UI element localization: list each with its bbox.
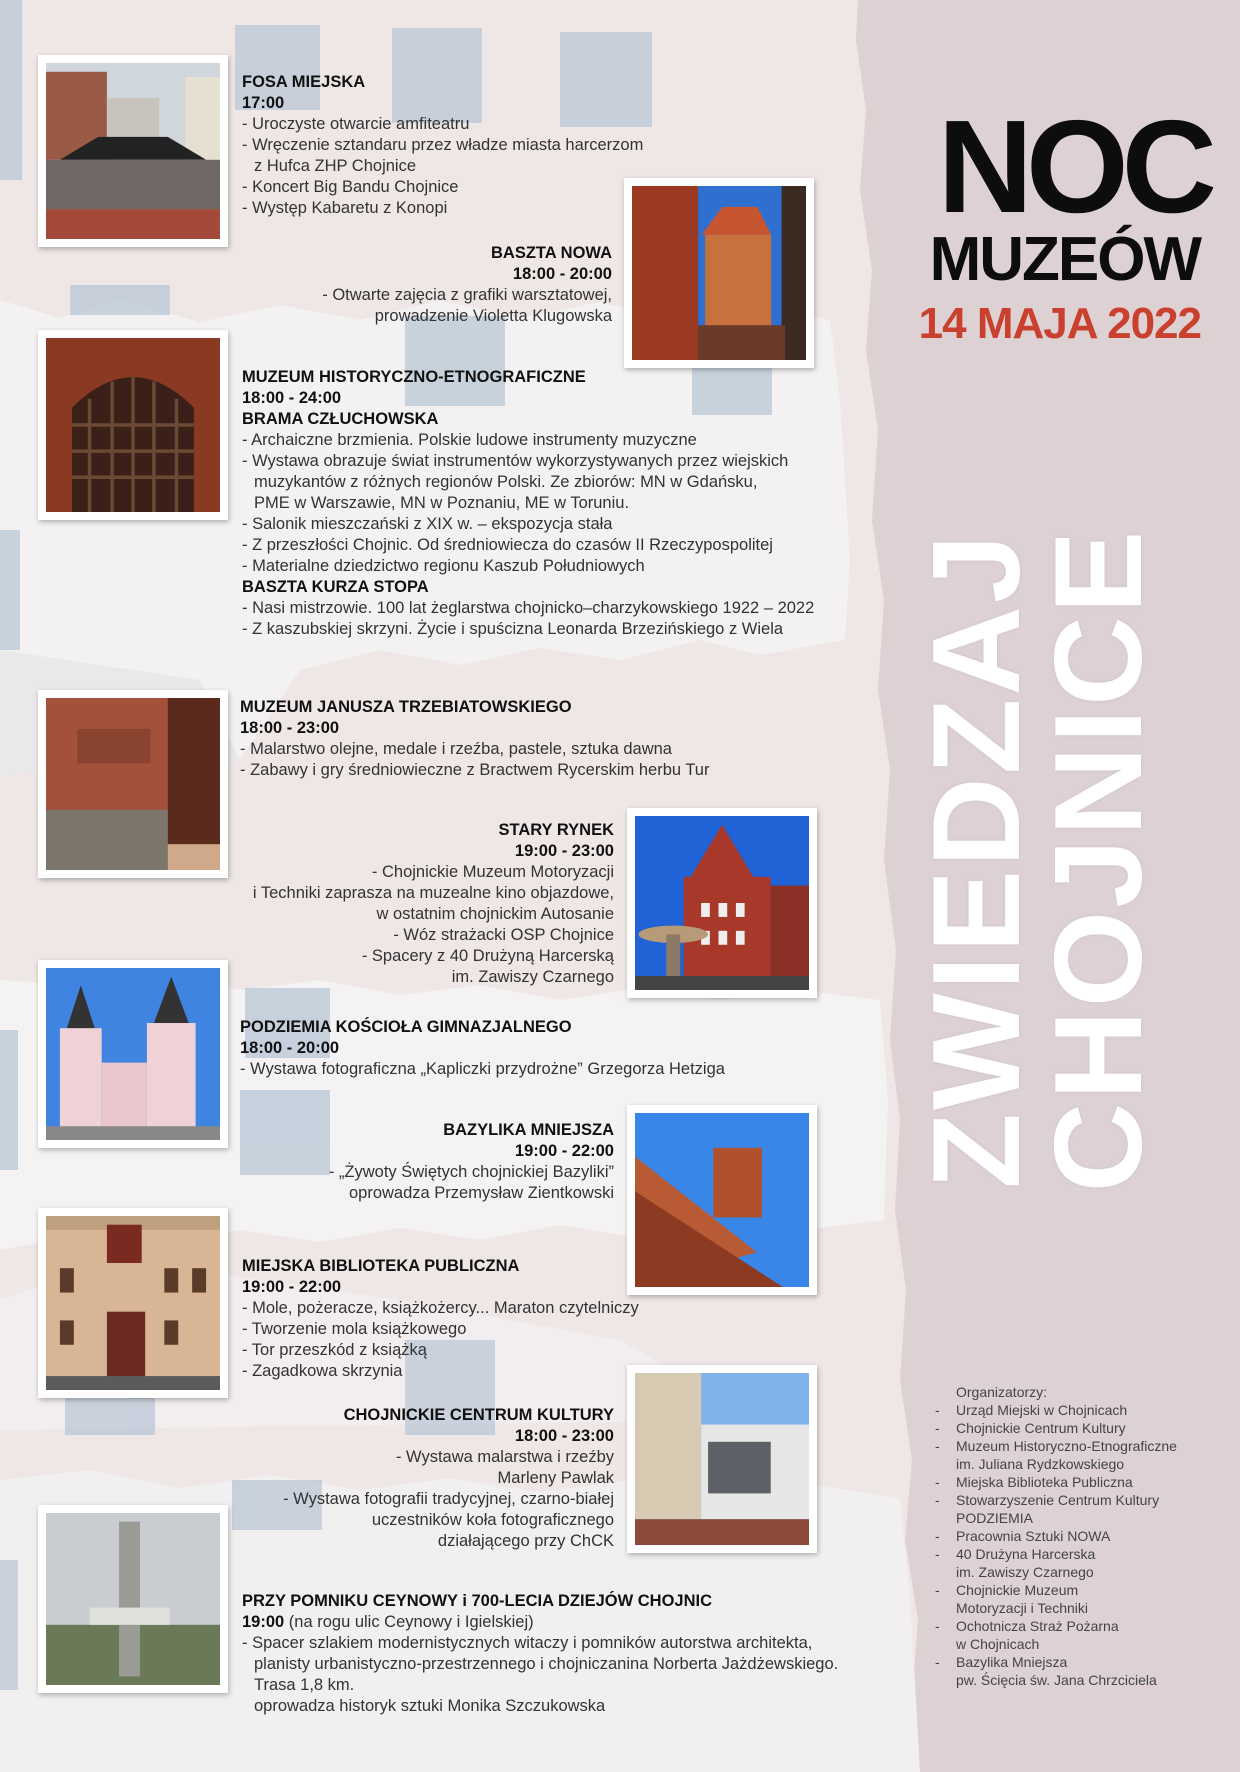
event-time: 19:00 - 22:00 (242, 1278, 342, 1296)
event-stary-rynek: STARY RYNEK 19:00 - 23:00 - Chojnickie Muzeum Motoryzacji i Techniki zaprasza na muzealne kino objazdowe, w ostatnim chojnickim Autosanie - Wóz strażacki OSP Chojnice - Spacery z 40 Drużyną Harcerską im. Zawiszy Czarnego (230, 820, 614, 988)
event-title: PODZIEMIA KOŚCIOŁA GIMNAZJALNEGO (240, 1018, 572, 1036)
slogan-line-2: CHOJNICE (1030, 527, 1168, 1193)
photo-centrum-kultury (627, 1365, 817, 1553)
event-time: 18:00 - 23:00 (514, 1427, 614, 1445)
event-bazylika-mniejsza: BAZYLIKA MNIEJSZA 19:00 - 22:00 - „Żywoty Świętych chojnickiej Bazyliki” oprowadza Przemysław Zientkowski (280, 1120, 614, 1204)
slogan-line-1: ZWIEDZAJ (908, 531, 1046, 1189)
event-muzeum-trzebiatowskiego: MUZEUM JANUSZA TRZEBIATOWSKIEGO 18:00 - 23:00 - Malarstwo olejne, medale i rzeźba, pastele, sztuka dawna - Zabawy i gry średniowieczne z Bractwem Rycerskim herbu Tur (240, 697, 800, 781)
title-noc: NOC (937, 93, 1210, 240)
event-podziemia: PODZIEMIA KOŚCIOŁA GIMNAZJALNEGO 18:00 - 20:00 - Wystawa fotograficzna „Kapliczki przydrożne” Grzegorza Hetziga (240, 1017, 800, 1080)
photo-pomnik-ceynowy (38, 1505, 228, 1693)
event-time: 19:00 - 23:00 (514, 842, 614, 860)
organizer-item: - Pracownia Sztuki NOWA (935, 1527, 1235, 1545)
event-title: MUZEUM JANUSZA TRZEBIATOWSKIEGO (240, 698, 572, 716)
organizer-item: - Muzeum Historyczno-Etnograficzne im. Juliana Rydzkowskiego (935, 1437, 1235, 1473)
photo-stary-rynek (627, 808, 817, 998)
event-title: BASZTA NOWA (491, 244, 612, 262)
event-date: 14 MAJA 2022 (918, 299, 1201, 348)
event-time: 17:00 (242, 94, 285, 112)
organizer-item: - Urząd Miejski w Chojnicach (935, 1401, 1235, 1419)
event-title: MIEJSKA BIBLIOTEKA PUBLICZNA (242, 1257, 520, 1275)
organizer-item: - Chojnickie Centrum Kultury (935, 1419, 1235, 1437)
event-biblioteka: MIEJSKA BIBLIOTEKA PUBLICZNA 19:00 - 22:00 - Mole, pożeracze, książkożercy... Maraton czytelniczy - Tworzenie mola książkowego - Tor przeszkód z książką - Zagadkowa skrzynia (242, 1256, 682, 1382)
organizer-item: - Stowarzyszenie Centrum Kultury PODZIEMIA (935, 1491, 1235, 1527)
event-title: MUZEUM HISTORYCZNO-ETNOGRAFICZNE (242, 368, 586, 386)
event-title: PRZY POMNIKU CEYNOWY i 700-LECIA DZIEJÓW CHOJNIC (242, 1592, 713, 1610)
organizers-heading: Organizatorzy: (956, 1384, 1048, 1400)
event-time-note: (na rogu ulic Ceynowy i Igielskiej) (284, 1613, 534, 1631)
organizer-item: - Ochotnicza Straż Pożarna w Chojnicach (935, 1617, 1235, 1653)
event-subtitle: BRAMA CZŁUCHOWSKA (242, 410, 439, 428)
photo-muzeum-trzebiatowskiego (38, 690, 228, 878)
organizer-item: - Bazylika Mniejsza pw. Ścięcia św. Jana Chrzciciela (935, 1653, 1235, 1689)
event-centrum-kultury: CHOJNICKIE CENTRUM KULTURY 18:00 - 23:00 - Wystawa malarstwa i rzeźby Marleny Pawlak - Wystawa fotografii tradycyjnej, czarno-białej uczestników koła fotograficznego działającego przy ChCK (250, 1405, 614, 1552)
event-baszta-nowa: BASZTA NOWA 18:00 - 20:00 - Otwarte zajęcia z grafiki warsztatowej, prowadzenie Violetta Klugowska (250, 243, 612, 327)
event-time: 18:00 - 20:00 (240, 1039, 340, 1057)
photo-brama-czluchowska (38, 330, 228, 520)
organizers-list (935, 1383, 1235, 1689)
photo-biblioteka (38, 1208, 228, 1398)
event-title: STARY RYNEK (498, 821, 614, 839)
event-title: FOSA MIEJSKA (242, 73, 366, 91)
event-subtitle-2: BASZTA KURZA STOPA (242, 578, 429, 596)
event-title: CHOJNICKIE CENTRUM KULTURY (343, 1406, 614, 1424)
organizer-item: - Miejska Biblioteka Publiczna (935, 1473, 1235, 1491)
event-time: 18:00 - 20:00 (512, 265, 612, 283)
photo-fosa-miejska (38, 55, 228, 247)
event-muzeum-historyczno-etnograficzne: MUZEUM HISTORYCZNO-ETNOGRAFICZNE 18:00 - 24:00 BRAMA CZŁUCHOWSKA - Archaiczne brzmienia. Polskie ludowe instrumenty muzyczne - Wystawa obrazuje świat instrumentów wykorzystywanych przez wiejskich muzykantów z różnych regionów Polski. Ze zbiorów: MN w Gdańsku, PME w Warszawie, MN w Poznaniu, ME w Toruniu. - Salonik mieszczański z XIX w. – ekspozycja stała - Z przeszłości Chojnic. Od średniowiecza do czasów II Rzeczypospolitej - Materialne dziedzictwo regionu Kaszub Południowych BASZTA KURZA STOPA - Nasi mistrzowie. 100 lat żeglarstwa chojnicko–charzykowskiego 1922 – 2022 - Z kaszubskiej skrzyni. Życie i spuścizna Leonarda Brzezińskiego z Wiela (242, 367, 862, 640)
title-muzeow: MUZEÓW (929, 225, 1200, 294)
event-time: 18:00 - 24:00 (242, 389, 342, 407)
event-title: BAZYLIKA MNIEJSZA (443, 1121, 614, 1139)
photo-kosciol-gimnazjalny (38, 960, 228, 1148)
organizer-item: - Chojnickie Muzeum Motoryzacji i Techniki (935, 1581, 1235, 1617)
event-time: 18:00 - 23:00 (240, 719, 340, 737)
event-time: 19:00 - 22:00 (514, 1142, 614, 1160)
organizer-item: - 40 Drużyna Harcerska im. Zawiszy Czarnego (935, 1545, 1235, 1581)
event-fosa-miejska: FOSA MIEJSKA 17:00 - Uroczyste otwarcie amfiteatru - Wręczenie sztandaru przez władze miasta harcerzom z Hufca ZHP Chojnice - Koncert Big Bandu Chojnice - Występ Kabaretu z Konopi (242, 72, 682, 219)
event-time: 19:00 (242, 1613, 285, 1631)
event-pomnik-ceynowy: PRZY POMNIKU CEYNOWY i 700-LECIA DZIEJÓW CHOJNIC 19:00 (na rogu ulic Ceynowy i Igielskiej) - Spacer szlakiem modernistycznych witaczy i pomników autorstwa architekta, planisty urbanistyczno-przestrzennego i chojniczanina Norberta Jażdżewskiego. Trasa 1,8 km. oprowadza historyk sztuki Monika Szczukowska (242, 1591, 892, 1717)
